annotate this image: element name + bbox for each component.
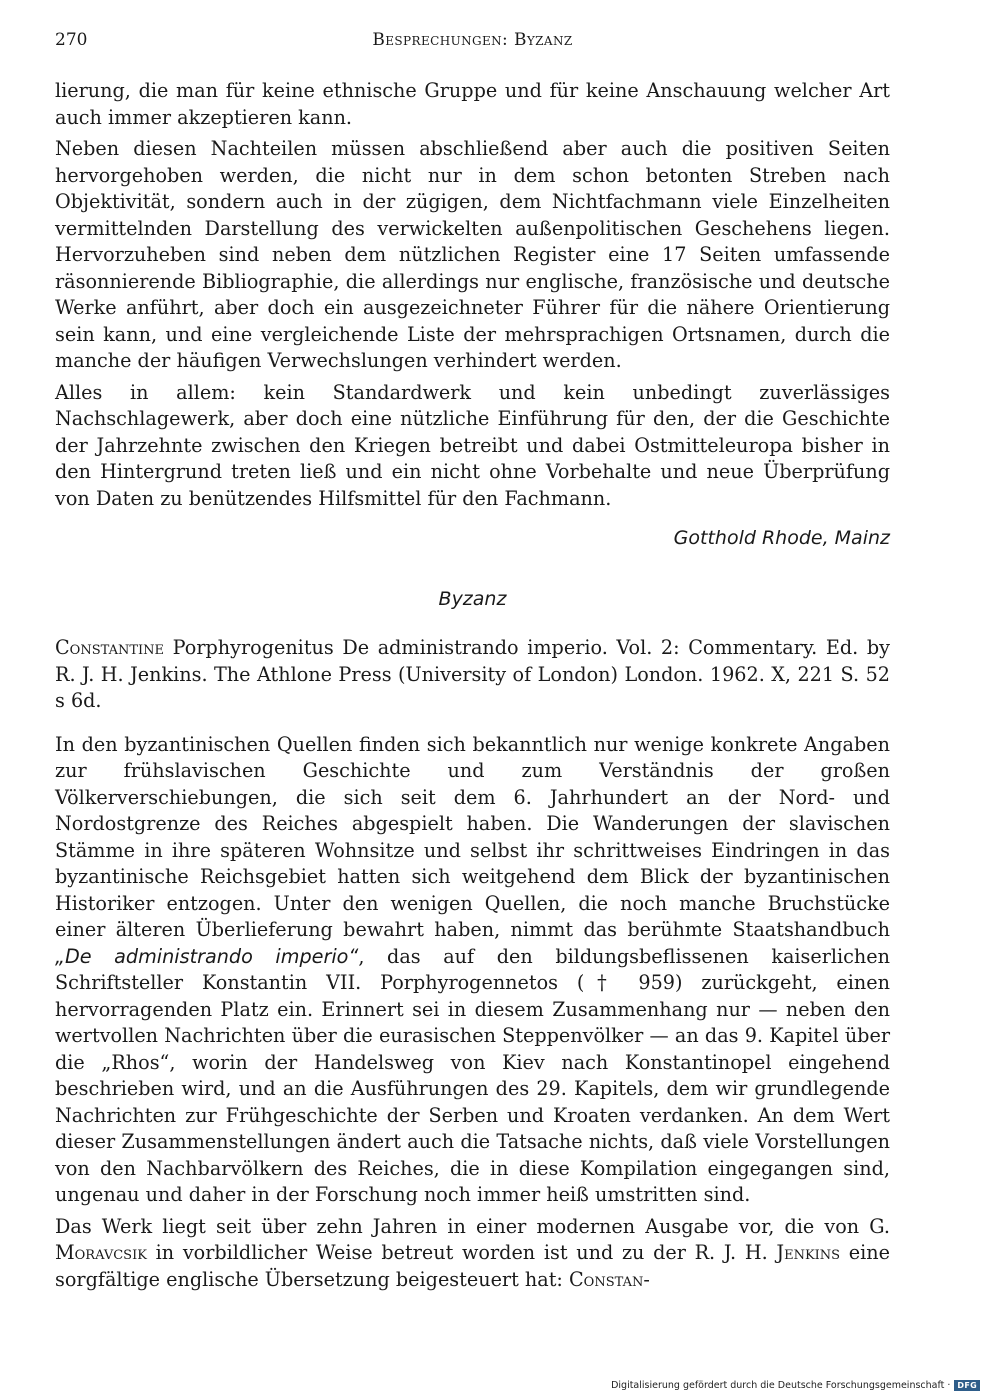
running-title: Besprechungen: Byzanz (372, 30, 573, 50)
review1-signature: Gotthold Rhode, Mainz (673, 527, 890, 549)
review2-p1-title: „De administrando imperio“ (55, 944, 359, 968)
review2-p2-name-3: Constan- (568, 1267, 650, 1291)
book-citation (55, 635, 890, 715)
review2-p2-part-c: eine sorgfältige englische Übersetzung beigesteuert hat: (55, 1241, 890, 1291)
dfg-logo-icon: DFG (954, 1380, 980, 1391)
article-body (55, 78, 890, 1293)
footer-note-text: Digitalisierung gefördert durch die Deutsche Forschungsgemeinschaft · (611, 1380, 951, 1391)
review2-p1-part-a: In den byzantinischen Quellen finden sich bekanntlich nur wenige konkrete Angaben zur frühslavischen Geschichte und zum Verständnis der großen Völkerverschiebungen, die sich seit dem 6. Jahrhundert an der Nord- und Nordostgrenze des Reiches abgespielt haben. Die Wanderungen der slavischen Stämme in ihre späteren Wohnsitze und selbst ihr schrittweises Eindringen in das byzantinische Reichsgebiet hatten sich weitgehend dem Blick der byzantinischen Historiker entzogen. Unter den wenigen Quellen, die noch manche Bruchstücke einer älteren Überlieferung bewahrt haben, nimmt das berühmte Staatshandbuch (55, 732, 890, 941)
review2-p2-name-1: Moravcsik (55, 1241, 147, 1264)
citation-text: Porphyrogenitus De administrando imperio. Vol. 2: Commentary. Ed. by R. J. H. Jenkins. The Athlone Press (University of London) London. 1962. X, 221 S. 52 s 6d. (55, 636, 890, 712)
review2-p1-part-b: , das auf den bildungsbeflissenen kaiserlichen Schriftsteller Konstantin VII. Porphyrogennetos († 959) zurückgeht, einen hervorragenden Platz ein. Erinnert sei in diesem Zusammenhang nur — neben den wertvollen Nachrichten über die eurasischen Steppenvölker — an das 9. Kapitel über die „Rhos“, worin der Handelsweg von Kiev nach Konstantinopel eingehend beschrieben wird, und an die Ausführungen des 29. Kapitels, dem wir grundlegende Nachrichten zur Frühgeschichte der Serben und Kroaten verdanken. An dem Wert dieser Zusammenstellungen ändert auch die Tatsache nichts, daß viele Vorstellungen von den Nachbarvölkern des Reiches, die in diese Kompilation eingegangen sind, ungenau und daher in der Forschung noch immer heiß umstritten sind. (55, 944, 890, 1206)
review2-p2-name-2: Jenkins (776, 1241, 841, 1264)
review2-paragraph-1 (55, 732, 890, 1209)
section-heading: Byzanz (438, 587, 507, 610)
digitization-footer (611, 1380, 980, 1391)
review1-paragraph-3: Alles in allem: kein Standardwerk und kein unbedingt zuverlässiges Nachschlagewerk, aber doch eine nützliche Einführung für den, der die Geschichte der Jahrzehnte zwischen den Kriegen betreibt und dabei Ostmitteleuropa bisher in den Hintergrund treten ließ und ein nicht ohne Vorbehalte und neue Überprüfung von Daten zu benützendes Hilfsmittel für den Fachmann. (55, 380, 890, 510)
review1-paragraph-2: Neben diesen Nachteilen müssen abschließend aber auch die positiven Seiten hervorgehoben werden, die nicht nur in dem schon betonten Streben nach Objektivität, sondern auch in der zügigen, dem Nichtfachmann viele Einzelheiten vermittelnden Darstellung des verwickelten außenpolitischen Geschehens liegen. Hervorzuheben sind neben dem nützlichen Register eine 17 Seiten umfassende räsonnierende Bibliographie, die allerdings nur englische, französische und deutsche Werke anführt, aber doch ein ausgezeichneter Führer für die nähere Orientierung sein kann, und eine vergleichende Liste der mehrsprachigen Ortsnamen, durch die manche der häufigen Verwechslungen verhindert werden. (55, 137, 890, 372)
running-header (55, 30, 890, 54)
review2-paragraph-2 (55, 1214, 890, 1294)
review1-paragraph-1: lierung, die man für keine ethnische Gruppe und für keine Anschauung welcher Art auch immer akzeptieren kann. (55, 79, 890, 129)
page (55, 30, 890, 1293)
review2-p2-part-b: in vorbildlicher Weise betreut worden ist und zu der R. J. H. (146, 1241, 777, 1264)
page-number: 270 (55, 30, 88, 50)
review2-p2-part-a: Das Werk liegt seit über zehn Jahren in einer modernen Ausgabe vor, die von G. (55, 1214, 890, 1238)
citation-author: Constantine (55, 636, 165, 659)
